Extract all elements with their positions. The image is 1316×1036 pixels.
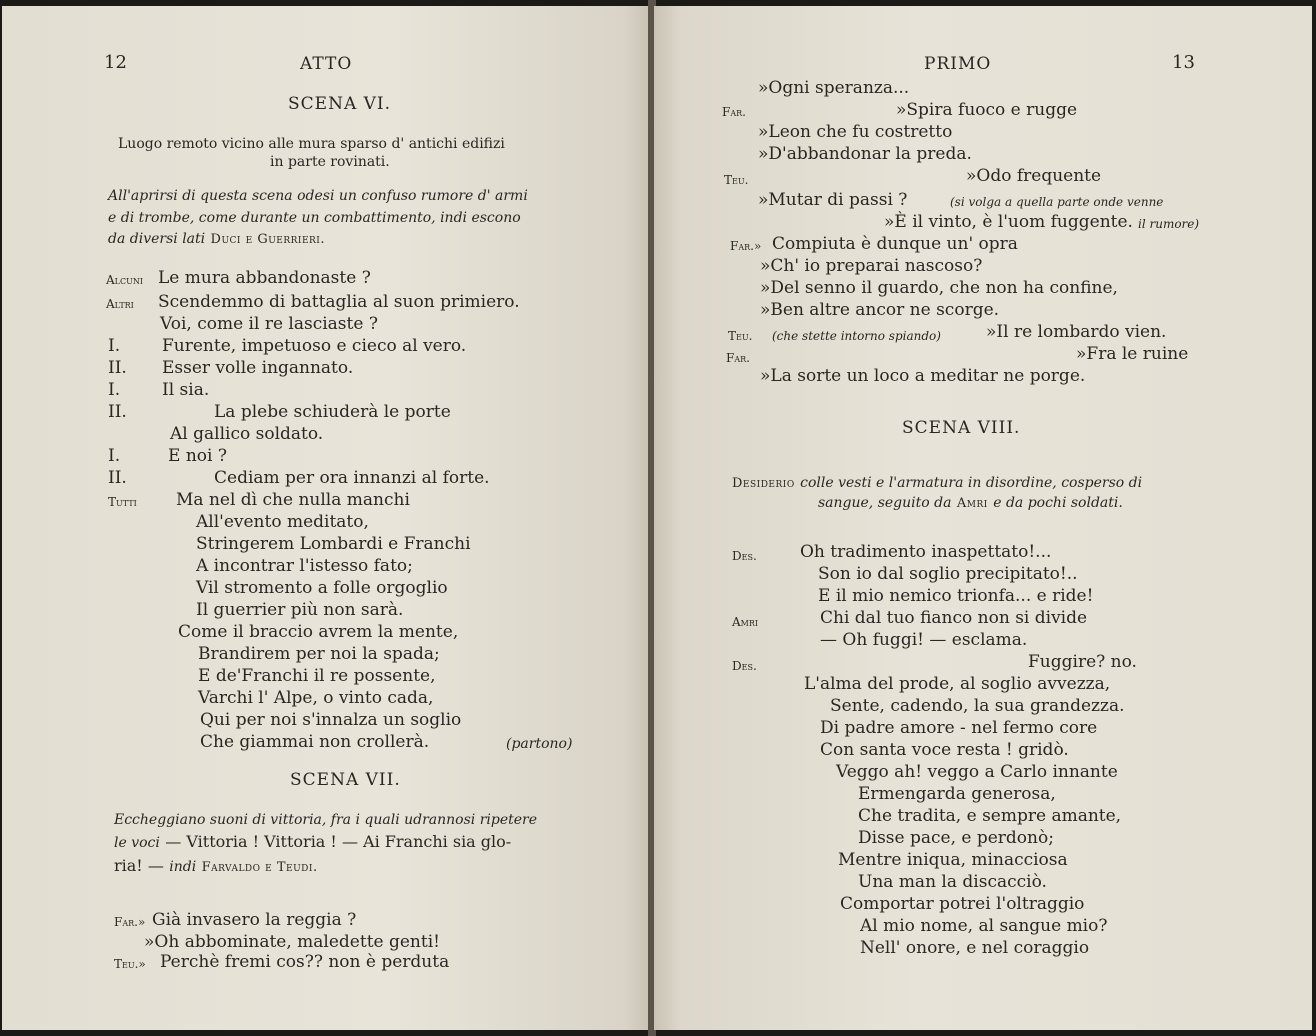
- scene-setting: in parte rovinati.: [270, 154, 390, 170]
- verse-line: »D'abbandonar la preda.: [758, 144, 972, 164]
- stage-direction: [108, 228, 325, 250]
- verse-line: Chi dal tuo fianco non si divide: [820, 608, 1088, 628]
- verse-line: Compiuta è dunque un' opra: [772, 234, 1018, 254]
- speaker: Far.: [722, 105, 746, 119]
- verse-line: Di padre amore - nel fermo core: [820, 718, 1098, 738]
- stage-direction-text: sangue, seguito da: [818, 495, 952, 511]
- scene-title: SCENA VII.: [290, 770, 401, 790]
- speaker: Far.: [726, 351, 750, 365]
- verse-line: Una man la discacciò.: [858, 872, 1047, 892]
- verse-line: »Ch' io preparai nascoso?: [760, 256, 983, 276]
- page-number: 13: [1172, 52, 1195, 73]
- stage-direction: All'aprirsi di questa scena odesi un confuso rumore d' armi: [108, 188, 528, 204]
- speaker: Des.: [732, 659, 757, 673]
- speaker: Far.»: [730, 239, 762, 253]
- verse-line: E noi ?: [168, 446, 227, 466]
- verse-line: Comportar potrei l'oltraggio: [840, 894, 1085, 914]
- speaker: Teu.: [724, 173, 749, 187]
- verse-line: Vil stromento a folle orgoglio: [196, 578, 448, 598]
- speaker: II.: [108, 402, 127, 422]
- verse-line: A incontrar l'istesso fato;: [196, 556, 413, 576]
- verse-line: Al gallico soldato.: [170, 424, 324, 444]
- verse-line: E de'Franchi il re possente,: [198, 666, 436, 686]
- speaker: Des.: [732, 549, 757, 563]
- speaker: Amri: [732, 615, 759, 629]
- stage-direction: il rumore): [1138, 217, 1200, 231]
- stage-direction: [818, 492, 1123, 514]
- stage-direction-text: — Vittoria ! Vittoria ! — Ai Franchi sia glo-: [165, 832, 512, 851]
- stage-direction: e di trombe, come durante un combattimento, indi escono: [108, 210, 521, 226]
- verse-line: »Fra le ruine: [1076, 344, 1189, 364]
- speaker: Alcuni: [106, 273, 144, 287]
- verse-line: Ermengarda generosa,: [858, 784, 1056, 804]
- verse-line: Come il braccio avrem la mente,: [178, 622, 459, 642]
- speaker: Altri: [106, 297, 134, 311]
- stage-direction-text: indi: [169, 859, 197, 875]
- speaker: I.: [108, 446, 121, 466]
- verse-line: Varchi l' Alpe, o vinto cada,: [198, 688, 434, 708]
- stage-direction: [114, 856, 318, 878]
- verse-line: Cediam per ora innanzi al forte.: [214, 468, 490, 488]
- speaker: II.: [108, 468, 127, 488]
- speaker: I.: [108, 336, 121, 356]
- verse-line: Mentre iniqua, minacciosa: [838, 850, 1068, 870]
- verse-line: Al mio nome, al sangue mio?: [860, 916, 1108, 936]
- character-names: Farvaldo e Teudi.: [201, 860, 318, 875]
- verse-line: »Ogni speranza...: [758, 78, 910, 98]
- character-names: Desiderio: [732, 476, 795, 491]
- speaker: Teu.»: [114, 957, 146, 971]
- stage-direction: (che stette intorno spiando): [772, 329, 941, 343]
- verse-line: »Oh abbominate, maledette genti!: [144, 932, 440, 952]
- verse-line: Brandirem per noi la spada;: [198, 644, 440, 664]
- stage-direction: (si volga a quella parte onde venne: [950, 195, 1164, 209]
- running-head: PRIMO: [924, 54, 992, 74]
- speaker: Tutti: [108, 495, 137, 509]
- stage-direction-text: e da pochi soldati.: [993, 495, 1123, 511]
- verse-line: »Del senno il guardo, che non ha confine,: [760, 278, 1118, 298]
- verse-line: »Ben altre ancor ne scorge.: [760, 300, 1000, 320]
- verse-line: Oh tradimento inaspettato!...: [800, 542, 1052, 562]
- verse-line: »La sorte un loco a meditar ne porge.: [760, 366, 1086, 386]
- verse-line: La plebe schiuderà le porte: [214, 402, 451, 422]
- verse-line: Furente, impetuoso e cieco al vero.: [162, 336, 467, 356]
- verse-line: Le mura abbandonaste ?: [158, 268, 371, 288]
- running-head: ATTO: [300, 54, 353, 74]
- scene-title: SCENA VI.: [288, 94, 392, 114]
- verse-line: Esser volle ingannato.: [162, 358, 354, 378]
- left-page: [2, 6, 650, 1030]
- stage-direction-text: le voci: [114, 835, 160, 851]
- verse-line: L'alma del prode, al soglio avvezza,: [804, 674, 1111, 694]
- verse-line: Stringerem Lombardi e Franchi: [196, 534, 471, 554]
- character-names: Duci e Guerrieri.: [210, 232, 325, 247]
- verse-line: »È il vinto, è l'uom fuggente.: [884, 212, 1133, 232]
- verse-line: Il sia.: [162, 380, 210, 400]
- verse-line: — Oh fuggi! — esclama.: [820, 630, 1028, 650]
- speaker: I.: [108, 380, 121, 400]
- speaker: II.: [108, 358, 127, 378]
- verse-line: »Odo frequente: [966, 166, 1102, 186]
- verse-line: All'evento meditato,: [196, 512, 369, 532]
- verse-line: Che giammai non crollerà.: [200, 732, 430, 752]
- verse-line: Voi, come il re lasciaste ?: [160, 314, 378, 334]
- verse-line: Scendemmo di battaglia al suon primiero.: [158, 292, 520, 312]
- verse-line: Disse pace, e perdonò;: [858, 828, 1054, 848]
- verse-line: Nell' onore, e nel coraggio: [860, 938, 1090, 958]
- scene-setting: Luogo remoto vicino alle mura sparso d' antichi edifizi: [118, 136, 505, 152]
- stage-direction: (partono): [506, 736, 573, 752]
- verse-line: Ma nel dì che nulla manchi: [176, 490, 410, 510]
- stage-direction-text: colle vesti e l'armatura in disordine, cosperso di: [800, 475, 1143, 491]
- right-page: [654, 6, 1312, 1030]
- verse-line: Che tradita, e sempre amante,: [858, 806, 1122, 826]
- verse-line: »Spira fuoco e rugge: [896, 100, 1078, 120]
- verse-line: Son io dal soglio precipitato!..: [818, 564, 1078, 584]
- stage-direction: [732, 472, 1142, 494]
- stage-direction-text: da diversi lati: [108, 231, 206, 247]
- page-number: 12: [104, 52, 127, 73]
- verse-line: E il mio nemico trionfa... e ride!: [818, 586, 1094, 606]
- verse-line: Il guerrier più non sarà.: [196, 600, 404, 620]
- verse-line: Sente, cadendo, la sua grandezza.: [830, 696, 1125, 716]
- stage-direction: [114, 832, 511, 853]
- verse-line: Fuggire? no.: [1028, 652, 1137, 672]
- verse-line: Perchè fremi cos?? non è perduta: [160, 952, 450, 972]
- verse-line: Con santa voce resta ! gridò.: [820, 740, 1069, 760]
- verse-line: Veggo ah! veggo a Carlo innante: [836, 762, 1118, 782]
- verse-line: Già invasero la reggia ?: [152, 910, 357, 930]
- verse-line: »Mutar di passi ?: [758, 190, 908, 210]
- speaker: Far.»: [114, 915, 146, 929]
- speaker: Teu.: [728, 329, 753, 343]
- verse-line: »Leon che fu costretto: [758, 122, 953, 142]
- scene-title: SCENA VIII.: [902, 418, 1021, 438]
- character-names: Amri: [956, 496, 988, 511]
- stage-direction-text: ria! —: [114, 856, 164, 875]
- verse-line: Qui per noi s'innalza un soglio: [200, 710, 462, 730]
- stage-direction: Eccheggiano suoni di vittoria, fra i quali udrannosi ripetere: [114, 812, 538, 828]
- verse-line: »Il re lombardo vien.: [986, 322, 1167, 342]
